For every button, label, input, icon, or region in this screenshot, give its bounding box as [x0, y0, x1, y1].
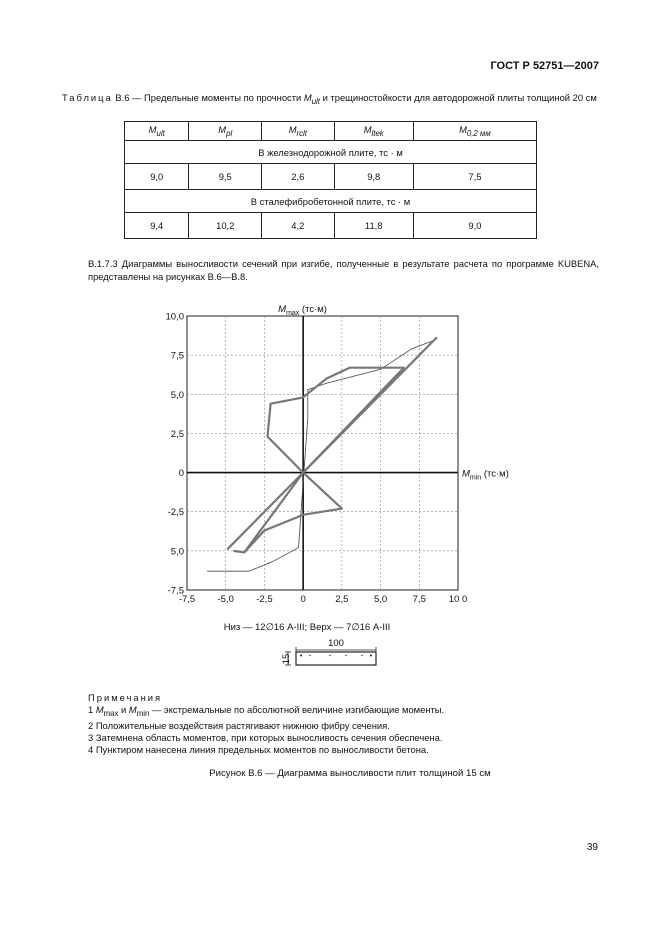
- section-railway: В железнодорожной плите, тс · м: [125, 141, 537, 164]
- note-2: 2 Положительные воздействия растягивают нижнюю фибру сечения.: [88, 719, 390, 731]
- section-sketch: [281, 638, 376, 665]
- series-inner-region: [234, 368, 404, 553]
- paragraph-text: В.1.7.3 Диаграммы выносливости сечений при изгибе, полученные в результате расчета по программе KUBENA, представлены на рисунках В.6—В.8.: [88, 258, 599, 282]
- table-caption-sub: ult: [311, 96, 320, 106]
- x-tick-label: 0: [300, 594, 306, 605]
- table-cell: 4,2: [262, 213, 335, 239]
- reinforcement-label: Низ — 12∅16 А-III; Верх — 7∅16 А-III: [223, 622, 391, 633]
- x-tick-label: -2,5: [256, 594, 273, 605]
- table-caption-word: Таблица: [62, 92, 113, 103]
- y-tick-label: -7,5: [167, 585, 184, 597]
- table-cell: 9,0: [413, 213, 536, 239]
- x-tick-label: 2,5: [335, 594, 349, 605]
- table-cell: 9,4: [125, 213, 189, 239]
- col-header: $M_{ltek}$: [334, 122, 413, 141]
- table-cell: 10,2: [189, 213, 262, 239]
- y-tick-label: 0: [178, 468, 184, 480]
- figure-caption: Рисунок В.6 — Диаграмма выносливости плит толщиной 15 см: [209, 768, 491, 779]
- x-tick-label: -7,5: [178, 594, 196, 605]
- table-caption-num: В.6 — Предельные моменты по прочности: [115, 92, 304, 103]
- standard-header: ГОСТ Р 52751—2007: [490, 60, 599, 72]
- notes: [88, 692, 608, 756]
- col-header: $M_{0,2 мм}$: [413, 122, 536, 141]
- x-tick-label: -5,0: [217, 594, 234, 605]
- x-tick-label: 10 0: [448, 594, 468, 605]
- height-dimension: 15: [281, 653, 292, 665]
- note-4: 4 Пунктиром нанесена линия предельных моментов по выносливости бетона.: [88, 743, 429, 755]
- width-dimension: 100: [328, 638, 344, 649]
- page-number: 39: [586, 842, 598, 853]
- table-cell: 9,5: [189, 164, 262, 190]
- col-header: $M_{rclt}$: [262, 122, 335, 141]
- x-axis-label: $M_{min}$ (тс·м): [462, 468, 509, 482]
- col-header: $M_{pl}$: [189, 122, 262, 141]
- y-tick-label: 5,0: [170, 389, 184, 401]
- y-tick-label: 7,5: [170, 350, 184, 362]
- x-tick-label: 5,0: [373, 594, 388, 605]
- y-tick-label: 2,5: [170, 428, 184, 440]
- x-tick-label: 7,5: [412, 594, 426, 605]
- y-tick-label: 5,0: [170, 546, 184, 558]
- table-cell: 2,6: [262, 164, 335, 190]
- table-cell: 9,8: [334, 164, 413, 190]
- note-3: 3 Затемнена область моментов, при которых выносливость сечения обеспечена.: [88, 731, 443, 743]
- notes-title: Примечания: [88, 692, 163, 703]
- section-steelfiber: В сталефибробетонной плите, тс · м: [125, 190, 537, 213]
- table-cell: 9,0: [125, 164, 189, 190]
- table-cell: 7,5: [413, 164, 536, 190]
- y-axis-label: $M_{max}$ (тс·м): [278, 304, 327, 317]
- note-1: 1 $M_{max}$ и $M_{min}$ — экстремальные по абсолютной величине изгибающие моменты.: [88, 704, 445, 718]
- table-cell: 11,8: [334, 213, 413, 239]
- y-tick-label: 10,0: [165, 311, 184, 323]
- table-caption-rest: и трещиностойкости для автодорожной плиты толщиной 20 см: [319, 92, 597, 103]
- y-tick-label: -2,5: [167, 507, 184, 519]
- slab-section: [296, 652, 376, 665]
- table-caption-sym: M: [303, 92, 312, 103]
- col-header: $M_{ult}$: [125, 122, 189, 141]
- chart-series: [207, 338, 436, 571]
